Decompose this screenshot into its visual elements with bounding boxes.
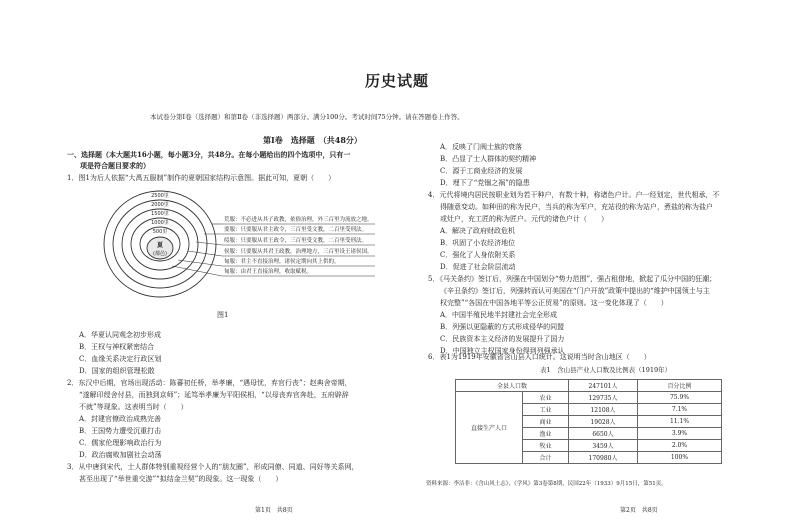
ring-label-1500: 1500里 — [151, 211, 169, 217]
q5-option-c: C．民族资本主义经济的发展提升了国力 — [440, 335, 565, 343]
q2-option-b: B．王国势力遭受沉重打击 — [79, 427, 162, 435]
table-cell-sector: 工业 — [523, 404, 569, 416]
table-1-caption: 表1 含山县产业人口数及比例表（1919年） — [540, 366, 672, 374]
table-total-label: 全县人口数 — [456, 380, 569, 392]
table-cell-sector: 农业 — [523, 392, 569, 404]
figure-note-3: 绥服：只要服从君王政令，三百里受文教，二百里受刑法。 — [224, 238, 368, 244]
question-3-line-2: 甚至出现了“举世重交游”“拟结金兰契”的现象。这一现象（ ） — [79, 475, 283, 483]
ring-label-2500: 2500里 — [151, 193, 169, 199]
section-instruction-cont: 项是符合题目要求的） — [80, 161, 150, 170]
question-2-line-1: 2．东汉中后期，官场出现活动：陈蕃初任桥，举孝廉，“遇母忧，弃官行丧”；赵典舍帝期， — [67, 379, 352, 387]
table-cell-count: 12108人 — [569, 404, 638, 416]
table-cell-sector: 牧业 — [523, 440, 569, 452]
q4-option-b: B．巩固了小农经济地位 — [440, 239, 516, 247]
exam-title: 历史试题 — [364, 72, 429, 90]
table-cell-pct: 75.9% — [638, 392, 722, 404]
exam-intro: 本试卷分第Ⅰ卷（选择题）和第Ⅱ卷（非选择题）两部分。满分100分。考试时间75分钟。请在答题卷上作答。 — [150, 113, 464, 121]
ring-label-1000: 1000里 — [151, 220, 169, 226]
page-1-footer: 第1页 共8页 — [255, 507, 293, 514]
figure-note-1: 荒服：不必进从其子政教，依俗治理，外三百里为流放之地。 — [224, 217, 373, 223]
question-2-line-2: “遂解印绶舍付县，而独到京师”；延笃举孝廉为平阳侯相，“以母丧弃官奔赴，五府辟辞 — [79, 391, 349, 399]
q4-option-c: C．强化了人身依附关系 — [440, 251, 516, 259]
q1-option-c: C．血缘关系决定行政区划 — [79, 355, 162, 363]
page-2-footer: 第2页 共8页 — [620, 507, 658, 514]
figure-note-6: 甸服：由君王直接治理，收取赋税。 — [224, 269, 313, 275]
q3-option-c: C．源于工商业经济的发展 — [440, 167, 523, 175]
population-table — [455, 379, 722, 464]
question-5-line-1: 5．《马关条约》签订后，列强在中国划分“势力范围”，强占租借地，掀起了瓜分中国的狂潮； — [428, 275, 717, 283]
table-cell-count: 170980人 — [569, 452, 638, 464]
q3-option-a: A．反映了门阀士族的衰落 — [440, 143, 523, 151]
table-cell-count: 3459人 — [569, 440, 638, 452]
q1-option-b: B．王权与神权紧密结合 — [79, 343, 155, 351]
table-pct-header: 百分比例 — [638, 380, 722, 392]
q2-option-d: D．政治腐败加剧社会动荡 — [79, 451, 162, 459]
section-title: 第Ⅰ卷 选择题 （共48分） — [263, 135, 362, 145]
q5-option-b: B．列强以更隐蔽的方式形成侵华的同盟 — [440, 323, 565, 331]
question-4-line-1: 4．元代将境内居民按职业划为若干种户，有数十种，称诸色户计。户一经划定，世代相承，不 — [428, 191, 720, 199]
table-cell-pct: 11.1% — [638, 416, 722, 428]
table-cell-count: 19028人 — [569, 416, 638, 428]
figure-note-4: 侯服：只要服从其君王政教，治理地方，三百里设王诸侯国。 — [224, 249, 373, 255]
ring-label-500: 500里 — [152, 229, 168, 235]
question-2-line-3: 不就”等现象。这表明当时（ ） — [79, 403, 188, 411]
q2-option-a: A．封建官僚政治成熟完善 — [79, 415, 162, 423]
q3-option-d: D．埋下了“党锢之祸”的隐患 — [440, 179, 530, 187]
table-group-label: 直接生产人口 — [456, 392, 523, 464]
table-cell-pct: 2.0% — [638, 440, 722, 452]
question-6-stem: 6．表1为1919年安徽省含山县人口统计。这说明当时含山地区（ ） — [428, 353, 651, 361]
section-instruction: 一、选择题（本大题共16小题，每小题3分，共48分。在每小题给出的四个选项中，只有一 — [67, 150, 351, 159]
center-sublabel: (都邑) — [153, 251, 167, 257]
q3-option-b: B．凸显了士人群体的契约精神 — [440, 155, 537, 163]
table-cell-pct: 7.1% — [638, 404, 722, 416]
table-source-note: 资料来源：李洁非：《含山风土志》，《学风》第3卷第8期，民国22年（1933）9月15日，第51页。 — [426, 481, 667, 487]
figure-1-diagram — [100, 188, 400, 300]
table-cell-sector: 商业 — [523, 416, 569, 428]
table-cell-count: 129735人 — [569, 392, 638, 404]
table-cell-count: 6650人 — [569, 428, 638, 440]
q1-option-d: D．国家的组织管理松散 — [79, 367, 155, 375]
table-row — [456, 380, 722, 392]
table-cell-pct: 100% — [638, 452, 722, 464]
q1-option-a: A．华夏认同观念初步形成 — [79, 331, 162, 339]
figure-1-caption: 图1 — [217, 311, 229, 319]
question-5-line-3: 权完整”“各国在中国各地平等公正贸易”的原则。这一变化体现了（ ） — [440, 299, 668, 307]
q4-option-a: A．解决了政府财政危机 — [440, 227, 516, 235]
table-total-value: 247101人 — [569, 380, 638, 392]
table-cell-sector: 合计 — [523, 452, 569, 464]
question-5-line-2: 《辛丑条约》签订后，列强转而认可美国在“门户开放”政策中提出的“维护中国领土与主 — [440, 287, 710, 295]
table-row — [456, 392, 722, 404]
figure-note-2: 要服：只要服从君主政令，三百里受文教，二百里受刑法。 — [224, 227, 368, 233]
question-3-line-1: 3．从中唐到宋代，士人群体特别重视经营个人的“朋友圈”，形成同僚、同道、同好等关系网， — [67, 463, 359, 471]
q2-option-c: C．儒家伦理影响政治行为 — [79, 439, 162, 447]
question-4-line-3: 或灶户，充工匠的称为匠户。元代的诸色户计（ ） — [440, 215, 608, 223]
q5-option-a: A．中国半殖民地半封建社会完全形成 — [440, 311, 558, 319]
question-4-line-2: 得随意变动。如种田的称为民户，当兵的称为军户，充站役的称为站户，煮盐的称为盐户 — [440, 203, 713, 211]
table-cell-sector: 渔业 — [523, 428, 569, 440]
center-label: 夏 — [156, 242, 164, 249]
q4-option-d: D．促进了社会阶层流动 — [440, 263, 516, 271]
q5-option-d: D．中国独立主权国家身份得到列强承认 — [440, 347, 565, 355]
figure-note-5: 甸服：君主不直接治理，诸侯定期向其上供的。 — [224, 259, 340, 265]
ring-label-2000: 2000里 — [151, 202, 169, 208]
question-1-stem: 1．图1为后人依据“大禹五服制”制作的夏朝国家结构示意图。据此可知，夏朝（ ） — [67, 174, 336, 182]
table-cell-pct: 3.9% — [638, 428, 722, 440]
